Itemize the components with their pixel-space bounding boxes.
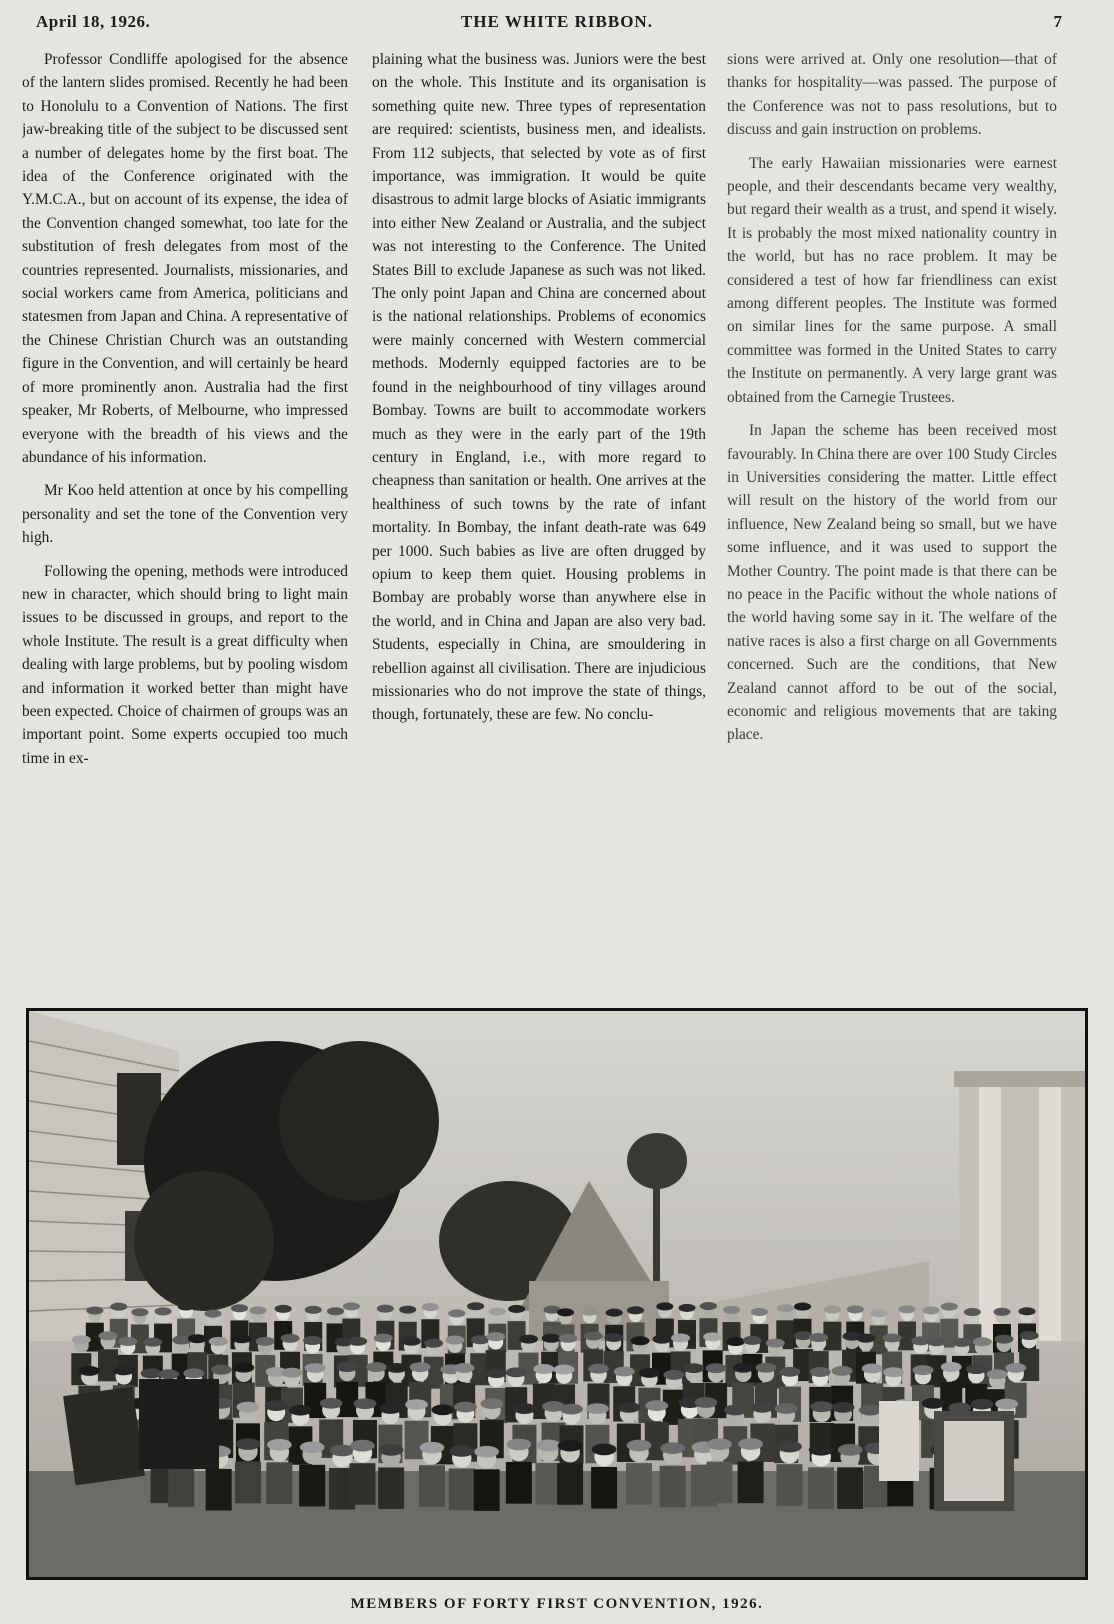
crowd-person-hat — [756, 1363, 777, 1373]
crowd-person-hat — [581, 1308, 598, 1316]
crowd-person-body — [474, 1469, 500, 1511]
crowd-person-body — [591, 1467, 617, 1509]
crowd-person-hat — [141, 1368, 162, 1378]
crowd-person-hat — [233, 1363, 254, 1373]
crowd-person-hat — [480, 1398, 503, 1409]
crowd-person-hat — [486, 1332, 505, 1341]
crowd-person-hat — [726, 1337, 745, 1346]
crowd-person-hat — [209, 1337, 228, 1346]
crowd-person-hat — [256, 1337, 275, 1346]
crowd-person-hat — [236, 1438, 261, 1450]
crowd-person-hat — [113, 1365, 134, 1375]
page-number: 7 — [1053, 12, 1062, 31]
crowd-person-hat — [337, 1362, 358, 1372]
crowd-person-body — [349, 1463, 375, 1505]
crowd-person-hat — [158, 1369, 179, 1379]
crowd-person-hat — [639, 1368, 660, 1378]
crowd-person-hat — [913, 1365, 934, 1375]
crowd-person-body — [808, 1467, 834, 1509]
crowd-person-hat — [536, 1440, 561, 1452]
crowd-person-hat — [445, 1336, 464, 1345]
crowd-person-hat — [653, 1335, 672, 1344]
crowd-person-hat — [810, 1401, 833, 1412]
crowd-person-hat — [154, 1307, 171, 1315]
crowd-person-hat — [267, 1439, 292, 1451]
crowd-person-hat — [405, 1399, 428, 1410]
crowd-person-hat — [606, 1309, 623, 1317]
crowd-person-body — [706, 1462, 732, 1504]
crowd-person-body — [206, 1469, 232, 1511]
crowd-person-hat — [327, 1307, 344, 1315]
crowd-person-hat — [275, 1305, 292, 1313]
crowd-person-hat — [211, 1365, 232, 1375]
crowd-person-hat — [987, 1369, 1008, 1379]
crowd-person-body — [776, 1464, 802, 1506]
crowd-person-hat — [560, 1404, 583, 1415]
crowd-person-hat — [474, 1446, 499, 1458]
crowd-person-hat — [305, 1306, 322, 1314]
crowd-person-hat — [343, 1302, 360, 1310]
crowd-person-hat — [683, 1363, 704, 1373]
crowd-person-hat — [143, 1338, 162, 1347]
crowd-person-hat — [448, 1309, 465, 1317]
crowd-person-body — [449, 1469, 475, 1511]
crowd-person-hat — [743, 1336, 762, 1345]
article-paragraph: Following the opening, methods were introduced new in character, which should bring to light main issues to be discussed in groups, and report to the whole Institute. The result is a great difficulty when dealing with large problems, but by pooling wisdom and information it worked better than might have been expected. Choice of chairmen of groups was an important point. Some experts occupied too much time in ex- — [22, 562, 348, 767]
crowd-person-hat — [231, 1304, 248, 1312]
crowd-person-hat — [663, 1370, 684, 1380]
crowd-person-hat — [941, 1303, 958, 1311]
crowd-person-hat — [1020, 1331, 1039, 1340]
crowd-person-hat — [870, 1309, 887, 1317]
crowd-person-hat — [898, 1305, 915, 1313]
crowd-person-hat — [486, 1368, 507, 1378]
crowd-person-hat — [232, 1334, 251, 1343]
crowd-person-hat — [99, 1331, 118, 1340]
crowd-person-hat — [289, 1405, 312, 1416]
crowd-person-hat — [995, 1399, 1018, 1410]
crowd-person-hat — [809, 1333, 828, 1342]
crowd-person-hat — [86, 1306, 103, 1314]
crowd-person-hat — [627, 1306, 644, 1314]
crowd-person-hat — [386, 1363, 407, 1373]
crowd-person-hat — [824, 1306, 841, 1314]
crowd-person-hat — [927, 1337, 946, 1346]
crowd-person-body — [626, 1463, 652, 1505]
photo-caption: MEMBERS OF FORTY FIRST CONVENTION, 1926. — [350, 1596, 764, 1612]
article-paragraph: sions were arrived at. Only one resolution—that of thanks for hospitality—was passed. The purpose of the Conference was not to pass resolutions, but to discuss and gain instruction on problems. — [727, 51, 1057, 139]
crowd-person-hat — [707, 1438, 732, 1450]
crowd-person-hat — [678, 1304, 695, 1312]
crowd-person-hat — [183, 1368, 204, 1378]
group-photograph — [26, 1008, 1088, 1580]
crowd-person-hat — [354, 1398, 377, 1409]
crowd-person-hat — [265, 1400, 288, 1411]
crowd-person-hat — [431, 1404, 454, 1415]
crowd-person-hat — [350, 1440, 375, 1452]
crowd-person-hat — [738, 1438, 763, 1450]
crowd-person-hat — [775, 1403, 798, 1414]
crowd-person-hat — [584, 1331, 603, 1340]
crowd-person-hat — [508, 1305, 525, 1313]
publication-title: THE WHITE RIBBON. — [461, 12, 653, 31]
crowd-person-body — [738, 1462, 764, 1504]
crowd-person-hat — [506, 1367, 527, 1377]
crowd-person-hat — [454, 1363, 475, 1373]
crowd-person-hat — [72, 1335, 91, 1344]
crowd-person-hat — [766, 1339, 785, 1348]
crowd-person-hat — [303, 1336, 322, 1345]
crowd-person-body — [419, 1465, 445, 1507]
crowd-person-hat — [656, 1302, 673, 1310]
crowd-person-hat — [79, 1366, 100, 1376]
crowd-person-hat — [542, 1334, 561, 1343]
crowd-person-hat — [374, 1334, 393, 1343]
crowd-person-hat — [724, 1405, 747, 1416]
issue-date: April 18, 1926. — [36, 12, 151, 31]
crowd-person-hat — [592, 1444, 617, 1456]
crowd-person-hat — [777, 1441, 802, 1453]
crowd-person-hat — [671, 1333, 690, 1342]
crowd-person-hat — [809, 1444, 834, 1456]
crowd-person-hat — [660, 1442, 685, 1454]
crowd-person-hat — [557, 1308, 574, 1316]
crowd-person-hat — [645, 1400, 668, 1411]
crowd-person-hat — [399, 1306, 416, 1314]
crowd-person-hat — [617, 1402, 640, 1413]
crowd-person-hat — [131, 1308, 148, 1316]
crowd-person-hat — [422, 1303, 439, 1311]
crowd-person-body — [378, 1467, 404, 1509]
crowd-person-hat — [995, 1335, 1014, 1344]
crowd-person-hat — [838, 1444, 863, 1456]
crowd-person-hat — [118, 1337, 137, 1346]
crowd-person-hat — [1018, 1307, 1035, 1315]
crowd-person-hat — [631, 1336, 650, 1345]
crowd-person-body — [266, 1462, 292, 1504]
crowd-person-hat — [554, 1365, 575, 1375]
crowd-person-hat — [449, 1445, 474, 1457]
article-column-3 — [727, 48, 1057, 988]
crowd-person-hat — [971, 1399, 994, 1410]
crowd-person-hat — [249, 1306, 266, 1314]
crowd-person-hat — [780, 1367, 801, 1377]
crowd-person-hat — [410, 1362, 431, 1372]
crowd-person-hat — [751, 1308, 768, 1316]
crowd-person-hat — [281, 1334, 300, 1343]
article-paragraph: Mr Koo held attention at once by his compelling personality and set the tone of the Convention very high. — [22, 482, 348, 547]
crowd-person-hat — [794, 1303, 811, 1311]
photo-building-right — [954, 1071, 1085, 1341]
crowd-person-hat — [558, 1440, 583, 1452]
crowd-person-hat — [1005, 1363, 1026, 1373]
crowd-person-hat — [964, 1308, 981, 1316]
crowd-person-body — [837, 1467, 863, 1509]
crowd-person-hat — [883, 1333, 902, 1342]
crowd-person-hat — [993, 1308, 1010, 1316]
crowd-person-hat — [420, 1442, 445, 1454]
crowd-person-hat — [733, 1363, 754, 1373]
crowd-person-hat — [489, 1307, 506, 1315]
crowd-person-hat — [305, 1363, 326, 1373]
crowd-person-body — [299, 1465, 325, 1507]
crowd-person-hat — [379, 1444, 404, 1456]
crowd-person-hat — [723, 1306, 740, 1314]
crowd-person-hat — [320, 1398, 343, 1409]
crowd-person-hat — [862, 1364, 883, 1374]
crowd-person-hat — [588, 1364, 609, 1374]
article-paragraph: In Japan the scheme has been received most favourably. In China there are over 100 Study Circles in Universities considering the matter. Little effect will result on the history of the world from our influence, New Zealand being so small, but we have some influence, and it was used to support the Mother Country. The point made is that there can be no peace in the Pacific without the whole nations of the world having some say in it. The welfare of the native races is also a first charge on all Governments concerned. Such are the conditions, that New Zealand cannot afford to be out of the social, economic and religious movements that are taking place. — [727, 422, 1057, 744]
crowd-person-hat — [519, 1335, 538, 1344]
crowd-person-hat — [282, 1368, 303, 1378]
crowd-person-hat — [706, 1363, 727, 1373]
crowd-person-hat — [513, 1403, 536, 1414]
article-column-1 — [22, 48, 348, 988]
crowd-person-hat — [966, 1364, 987, 1374]
crowd-person-hat — [586, 1403, 609, 1414]
crowd-person-hat — [379, 1403, 402, 1414]
crowd-person-hat — [883, 1367, 904, 1377]
crowd-person-hat — [614, 1366, 635, 1376]
crowd-person-hat — [237, 1402, 260, 1413]
crowd-person-hat — [832, 1402, 855, 1413]
article-paragraph: The early Hawaiian missionaries were earnest people, and their descendants became very wealthy, but regard their wealth as a trust, and spend it wisely. It is probably the most mixed nationality country in the world, but has no race problem. It may be considered a test of how far friendliness can exist among different peoples. The Institute was formed on similar lines for the same purpose. A small committee was formed in the United States to carry the Institute on permanently. A very large grant was obtained from the Carnegie Trustees. — [727, 154, 1057, 406]
article-column-2 — [372, 48, 706, 988]
crowd-person-hat — [952, 1338, 971, 1347]
article-paragraph: Professor Condliffe apologised for the absence of the lantern slides promised. Recently he had been to Honolulu to a Convention of Nations. The first jaw-breaking title of the subject to be discussed sent a number of delegates home by the first boat. The idea of the Conference originated with the Y.M.C.A., but on account of its expense, the idea of the Convention changed somewhat, too late for the substitution of fresh delegates from most of the countries represented. Journalists, missionaries, and social workers came from America, politicians and statesmen from Japan and China. A representative of the Chinese Christian Church was an outstanding figure in the Convention, and will certainly be heard of more prominently anon. Australia had the first speaker, Mr Roberts, of Melbourne, who impressed everyone with the breadth of his views and the abundance of his information. — [22, 51, 348, 466]
crowd-person-hat — [703, 1332, 722, 1341]
crowd-person-hat — [810, 1367, 831, 1377]
crowd-person-hat — [695, 1397, 718, 1408]
crowd-person-hat — [604, 1333, 623, 1342]
crowd-person-hat — [300, 1441, 325, 1453]
crowd-person-body — [98, 1349, 118, 1381]
crowd-person-hat — [454, 1402, 477, 1413]
crowd-person-hat — [377, 1305, 394, 1313]
crowd-person-hat — [348, 1337, 367, 1346]
crowd-person-body — [660, 1466, 686, 1508]
crowd-person-hat — [188, 1334, 207, 1343]
crowd-person-body — [235, 1462, 261, 1504]
crowd-person-hat — [700, 1302, 717, 1310]
crowd-person-hat — [941, 1362, 962, 1372]
crowd-person-hat — [973, 1337, 992, 1346]
page-header — [22, 10, 1092, 40]
crowd-person-hat — [366, 1362, 387, 1372]
article-paragraph: plaining what the business was. Juniors were the best on the whole. This Institute and its organisation is something quite new. Three types of representation are required: scientists, business men, and idealists. From 112 subjects, that selected by vote as of first importance, was immigration. It would be quite disastrous to admit large blocks of Asiatic immigrants into either New Zealand or Australia, and the subject was not interesting to the Conference. The United States Bill to exclude Japanese as such was not liked. The only point Japan and China are concerned about is the national relationships. Problems of economics were mainly concerned with Western commercial methods. Modernly equipped factories are to be found in the neighbourhood of tiny villages around Bombay. Towns are built to accommodate workers much as they were in the early part of the 19th century in England, i.e., with more regard to cheapness than sanitation or health. One arrives at the healthiness of such towns by the rate of infant mortality. In Bombay, the infant death-rate was 649 per 1000. Such babies as live are often drugged by opium to keep them quiet. Housing problems in Bombay are probably worse than anywhere else in the world, and in China and Japan are also very bad. Students, especially in China, are smouldering in rebellion against all civilisation. There are injudicious missionaries who do not improve the state of things, though, fortunately, these are few. No conclu- — [372, 51, 706, 724]
crowd-person-hat — [533, 1364, 554, 1374]
crowd-person-hat — [559, 1334, 578, 1343]
crowd-person-hat — [507, 1439, 532, 1451]
crowd-person-hat — [467, 1302, 484, 1310]
crowd-person-hat — [110, 1303, 127, 1311]
crowd-person-hat — [777, 1304, 794, 1312]
crowd-person-body — [557, 1463, 583, 1505]
crowd-person-hat — [859, 1405, 882, 1416]
crowd-person-body — [168, 1465, 194, 1507]
crowd-person-hat — [922, 1398, 945, 1409]
crowd-person-hat — [832, 1366, 853, 1376]
crowd-person-hat — [424, 1339, 443, 1348]
crowd-person-hat — [204, 1310, 221, 1318]
crowd-person-hat — [751, 1402, 774, 1413]
crowd-person-body — [506, 1462, 532, 1504]
crowd-person-hat — [402, 1337, 421, 1346]
crowd-person-hat — [627, 1440, 652, 1452]
crowd-person-hat — [856, 1334, 875, 1343]
crowd-person-hat — [847, 1305, 864, 1313]
crowd-person-hat — [923, 1306, 940, 1314]
crowd-person-hat — [178, 1302, 195, 1310]
